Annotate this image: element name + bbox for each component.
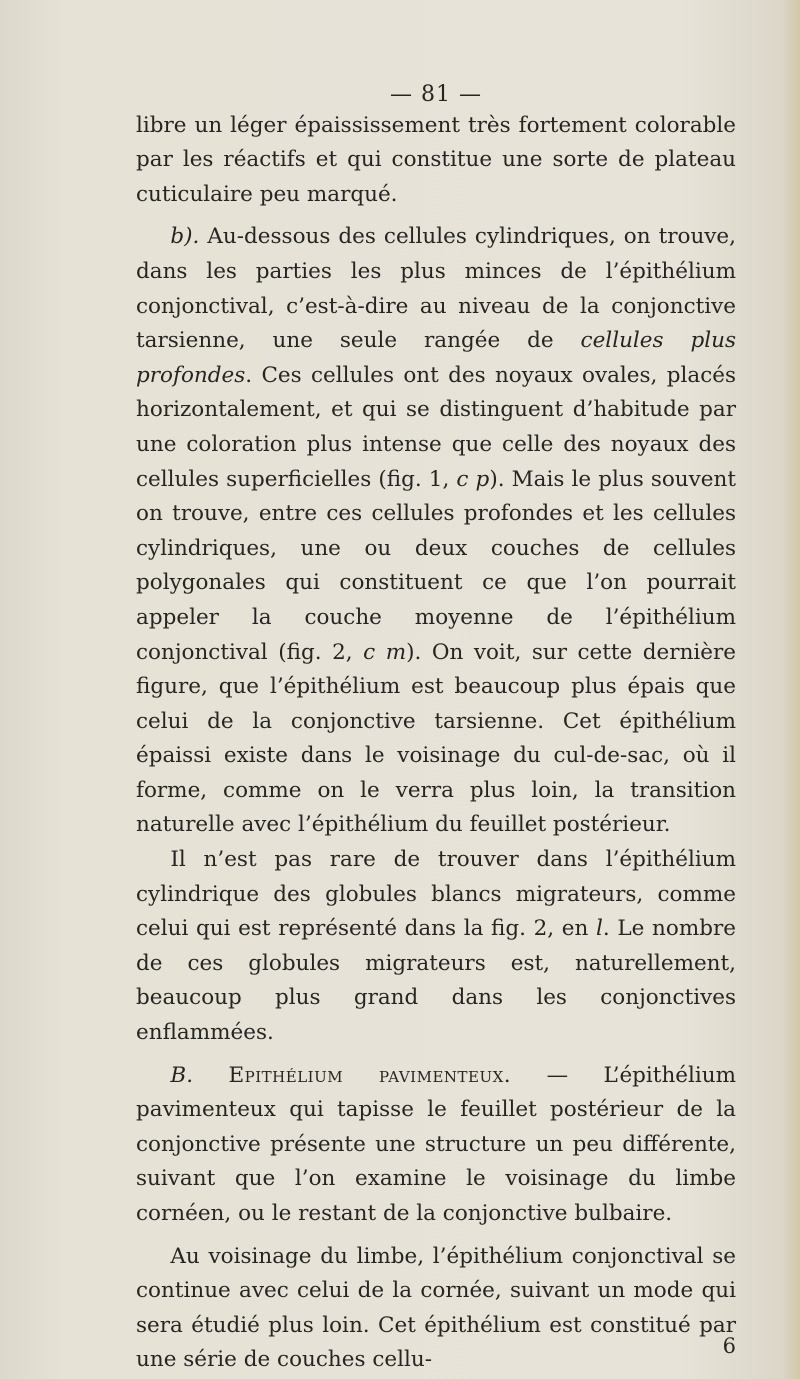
paragraph-limbe: Au voisinage du limbe, l’épithélium conjonctival se continue avec celui de la cornée, suivant un mode qui sera étudié plus loin. Cet épithélium est constitué par une série de couches cellu- [136,1243,736,1373]
emphasis-term: cellules plus profondes [136,328,736,388]
page-number: — 81 — [390,82,482,107]
paragraph-white-cells: Il n’est pas rare de trouver dans l’épithélium cylindrique des globules blancs migrateurs, comme celui qui est représenté dans la fig. 2, en l. Le nombre de ces globules migrateurs est, naturellement, beaucoup plus grand dans les conjonctives enflammées. [136,847,737,1046]
paragraph-continuation: libre un léger épaississement très fortement colorable par les réactifs et qui constitue une sorte de plateau cuticulaire peu marqué. [136,112,736,207]
paragraph-section-b: B. Epithélium pavimenteux. — L’épithélium pavimenteux qui tapisse le feuillet postérieur de la conjonctive présente une structure un peu différente, suivant que l’on examine le voisinage du limbe cornéen, ou le restant de la conjonctive bulbaire. [136,1062,737,1226]
signature-mark: 6 [722,1334,736,1358]
section-letter: B. [170,1062,194,1088]
section-title: Epithélium pavimenteux. [228,1062,512,1088]
paragraph-b-deep-cells: b). Au-dessous des cellules cylindriques, on trouve, dans les parties les plus minces de l’épithélium conjonctival, c’est-à-dire au niveau de la conjonctive tarsienne, une seule rangée de cellules plus profondes. Ces cellules ont des noyaux ovales, placés horizontalement, et qui se distinguent d’habitude par une coloration plus intense que celle des noyaux des cellules superficielles (fig. 1, c p). Mais le plus souvent on trouve, entre ces cellules profondes et les cellules cylindriques, une ou deux couches de cellules polygonales qui constituent ce que l’on pourrait appeler la couche moyenne de l’épithélium conjonctival (fig. 2, c m). On voit, sur cette dernière figure, que l’épithélium est beaucoup plus épais que celui de la conjonctive tarsienne. Cet épithélium épaissi existe dans le voisinage du cul-de-sac, où il forme, comme on le verra plus loin, la transition naturelle avec l’épithélium du feuillet postérieur. [136,224,737,838]
figure-reference: c m [363,639,407,665]
paragraph-lead: b). [170,224,200,250]
page-text [136,78,736,1378]
page-edge-shadow [782,0,800,1379]
figure-reference: l [596,916,603,942]
figure-reference: c p [456,466,490,492]
